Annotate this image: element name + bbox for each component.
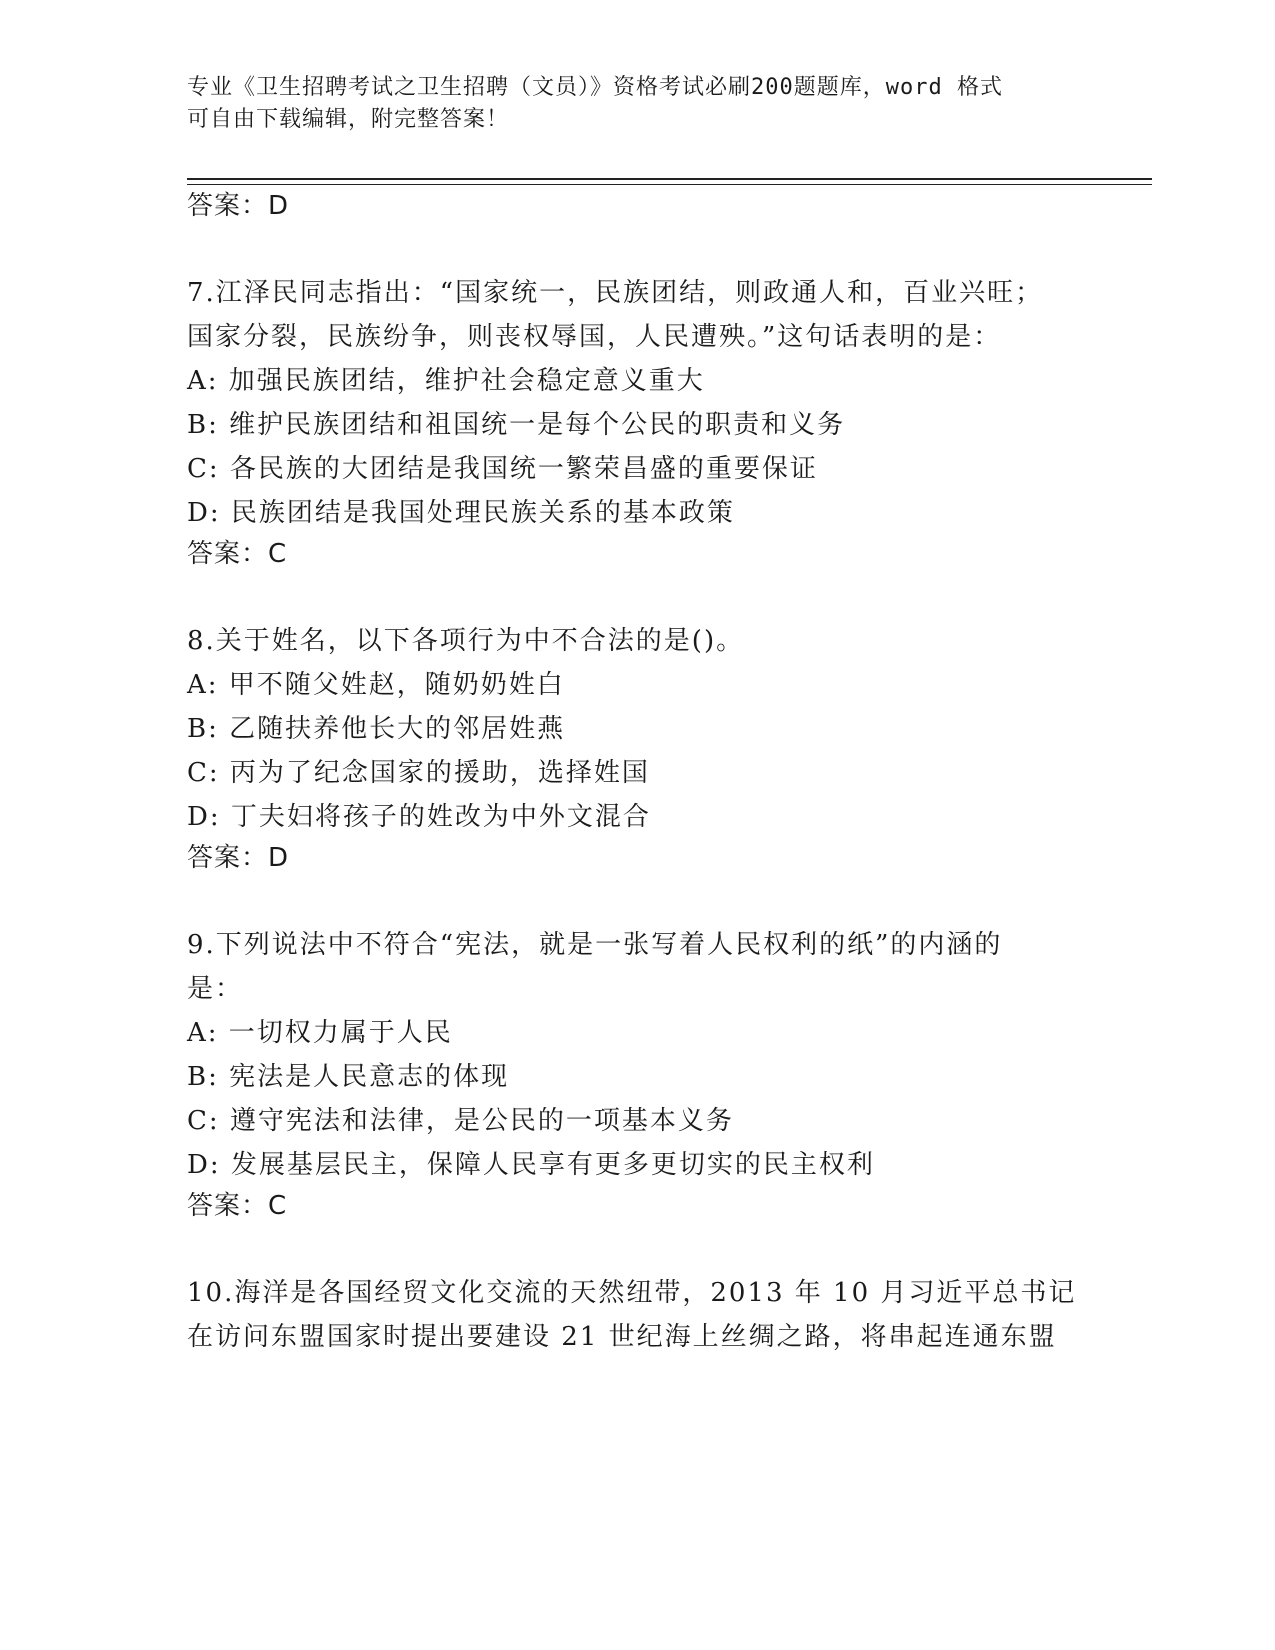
- question-7-answer: 答案：C: [187, 539, 288, 569]
- question-9-stem-line-1: 9.下列说法中不符合“宪法，就是一张写着人民权利的纸”的内涵的: [187, 930, 1003, 960]
- answer-line: 答案：D: [187, 191, 290, 221]
- question-9-option-c: C: 遵守宪法和法律，是公民的一项基本义务: [187, 1106, 734, 1136]
- question-9-stem-line-2: 是：: [187, 974, 244, 1004]
- header-line-1: 专业《卫生招聘考试之卫生招聘（文员）》资格考试必刷200题题库，word 格式: [187, 75, 1003, 100]
- document-header: [187, 72, 1067, 136]
- question-8-option-d: D: 丁夫妇将孩子的姓改为中外文混合: [187, 802, 651, 832]
- question-8-option-b: B: 乙随扶养他长大的邻居姓燕: [187, 714, 566, 744]
- question-7-option-d: D: 民族团结是我国处理民族关系的基本政策: [187, 498, 735, 528]
- question-9-option-d: D: 发展基层民主，保障人民享有更多更切实的民主权利: [187, 1150, 875, 1180]
- question-9-option-b: B: 宪法是人民意志的体现: [187, 1062, 510, 1092]
- question-8-option-c: C: 丙为了纪念国家的援助，选择姓国: [187, 758, 650, 788]
- question-8-stem-line-1: 8.关于姓名，以下各项行为中不合法的是()。: [187, 626, 745, 656]
- question-7-option-c: C: 各民族的大团结是我国统一繁荣昌盛的重要保证: [187, 454, 818, 484]
- question-7-option-a: A: 加强民族团结，维护社会稳定意义重大: [187, 366, 705, 396]
- question-10-stem-line-1: 10.海洋是各国经贸文化交流的天然纽带，2013 年 10 月习近平总书记: [187, 1278, 1077, 1308]
- question-8-answer: 答案：D: [187, 843, 290, 873]
- question-7-option-b: B: 维护民族团结和祖国统一是每个公民的职责和义务: [187, 410, 846, 440]
- question-9-answer: 答案：C: [187, 1191, 288, 1221]
- header-divider-thin: [187, 184, 1152, 185]
- header-divider-thick: [187, 178, 1152, 180]
- header-line-2: 可自由下载编辑，附完整答案！: [187, 107, 510, 132]
- question-9-option-a: A: 一切权力属于人民: [187, 1018, 453, 1048]
- question-10-stem-line-2: 在访问东盟国家时提出要建设 21 世纪海上丝绸之路，将串起连通东盟: [187, 1322, 1057, 1352]
- question-7-stem-line-1: 7.江泽民同志指出：“国家统一，民族团结，则政通人和，百业兴旺；: [187, 278, 1044, 308]
- question-7-stem-line-2: 国家分裂，民族纷争，则丧权辱国，人民遭殃。”这句话表明的是：: [187, 322, 1002, 352]
- question-8-option-a: A: 甲不随父姓赵，随奶奶姓白: [187, 670, 565, 700]
